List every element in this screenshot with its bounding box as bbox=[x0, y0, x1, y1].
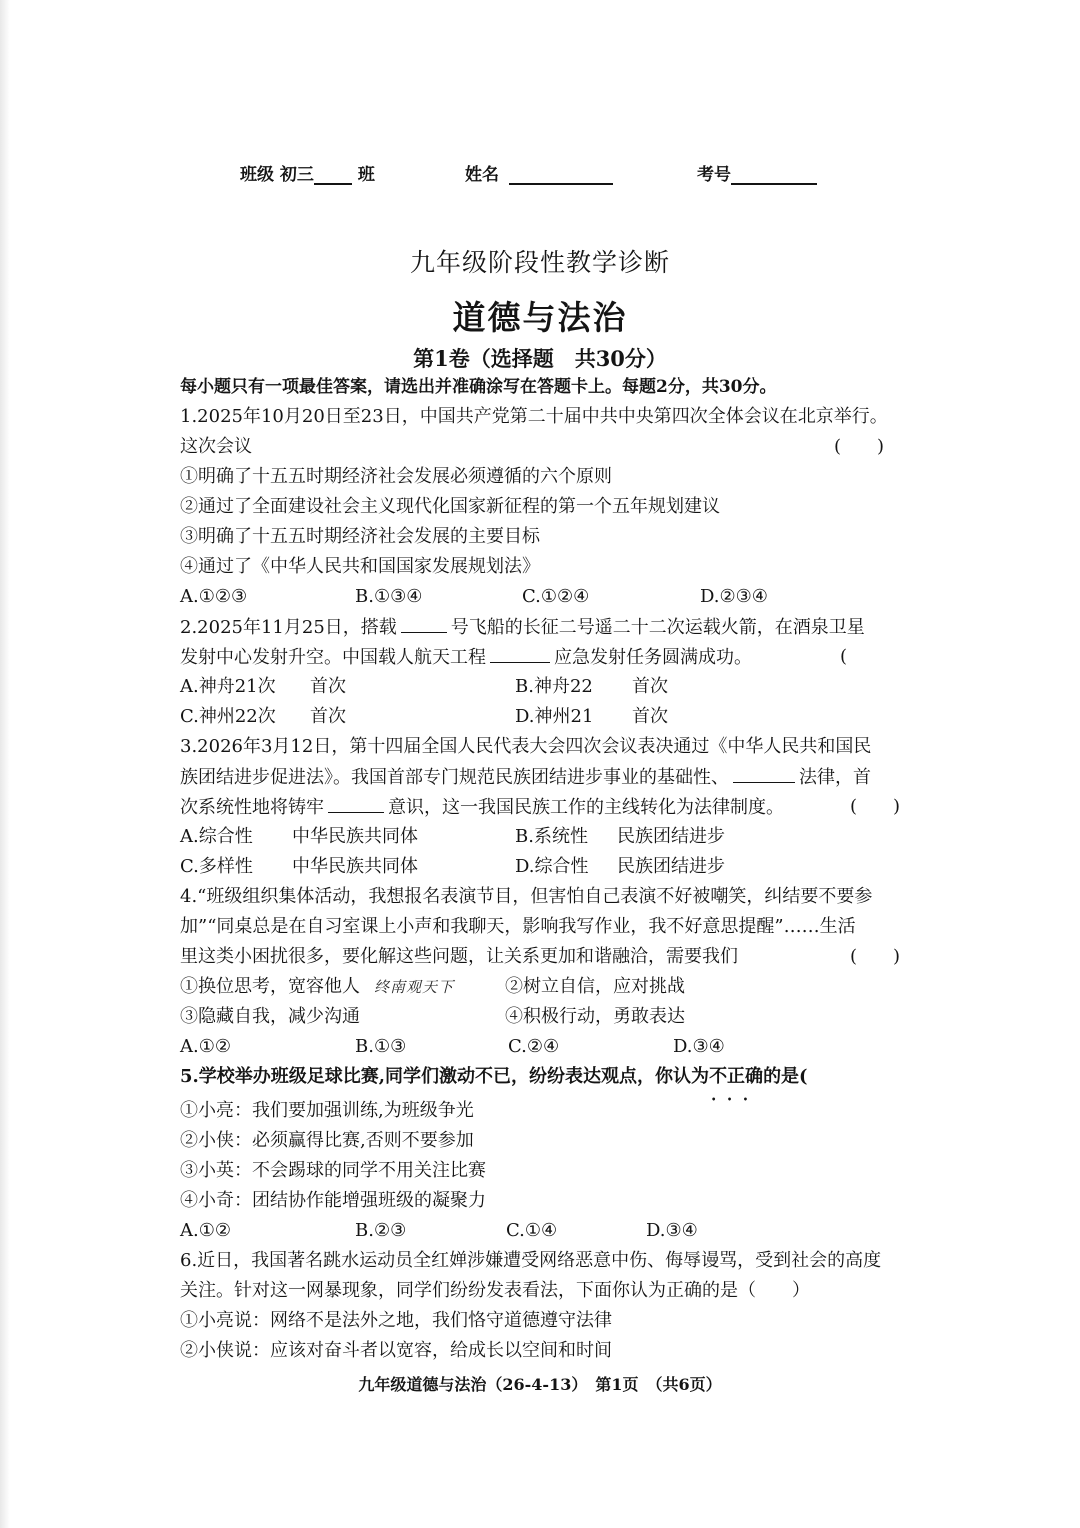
q3-blank-1 bbox=[733, 764, 795, 783]
q5-item: ②小侠：必须赢得比赛,否则不要参加 bbox=[180, 1130, 474, 1151]
q3-option-b: B.系统性 民族团结进步 bbox=[515, 826, 725, 847]
scan-edge-shadow bbox=[0, 0, 10, 1528]
q4-item: ④积极行动，勇敢表达 bbox=[505, 1006, 685, 1027]
q3-stem-line-2: 族团结进步促进法》。我国首部专门规范民族团结进步事业的基础性、 法律，首 bbox=[180, 764, 871, 791]
exam-number-blank bbox=[731, 165, 817, 185]
q4-stem-line-2: 加”“同桌总是在自习室课上小声和我聊天，影响我写作业，我不好意思提醒”……生活 bbox=[180, 916, 856, 937]
q3-answer-paren: ( ) bbox=[850, 796, 901, 817]
q4-item: ③隐藏自我，减少沟通 bbox=[180, 1006, 360, 1027]
q4-stem-line-3: 里这类小困扰很多，要化解这些问题，让关系更加和谐融洽，需要我们 bbox=[180, 946, 738, 967]
q3-option-a: A.综合性 中华民族共同体 bbox=[180, 826, 418, 847]
q4-item: ①换位思考，宽容他人 终南观天下 bbox=[180, 976, 455, 997]
q1-stem-line-2: 这次会议 bbox=[180, 436, 252, 457]
q5-option-b: B.②③ bbox=[355, 1220, 407, 1241]
q2-option-d: D.神州21 首次 bbox=[515, 706, 668, 727]
q5-stem: 5.学校举办班级足球比赛,同学们激动不已，纷纷表达观点，你认为不正确 • • •的是( bbox=[180, 1064, 808, 1090]
q2-stem-line-2: 发射中心发射升空。中国载人航天工程 应急发射任务圆满成功。 bbox=[180, 644, 752, 671]
q5-option-c: C.①④ bbox=[506, 1220, 558, 1241]
q4-option-b: B.①③ bbox=[355, 1036, 407, 1057]
q5-item: ①小亮：我们要加强训练,为班级争光 bbox=[180, 1100, 474, 1121]
q2-option-b: B.神舟22 首次 bbox=[515, 676, 668, 697]
q1-item: ③明确了十五五时期经济社会发展的主要目标 bbox=[180, 526, 540, 547]
q1-item: ①明确了十五五时期经济社会发展必须遵循的六个原则 bbox=[180, 466, 612, 487]
q4-option-c: C.②④ bbox=[508, 1036, 560, 1057]
q2-answer-paren: ( bbox=[840, 646, 848, 667]
q4-item: ②树立自信，应对挑战 bbox=[505, 976, 685, 997]
q5-item: ③小英：不会踢球的同学不用关注比赛 bbox=[180, 1160, 486, 1181]
q2-blank-1 bbox=[401, 614, 447, 633]
q6-stem-line-2: 关注。针对这一网暴现象，同学们纷纷发表看法，下面你认为正确的是（ ） bbox=[180, 1280, 810, 1301]
name-blank bbox=[509, 165, 613, 185]
q3-option-c: C.多样性 中华民族共同体 bbox=[180, 856, 418, 877]
q3-stem-line-1: 3.2026年3月12日，第十四届全国人民代表大会四次会议表决通过《中华人民共和国民 bbox=[180, 736, 872, 757]
q1-answer-paren: ( ) bbox=[834, 436, 885, 457]
subject-title: 道德与法治 bbox=[452, 298, 628, 337]
q4-stem-line-1: 4.“班级组织集体活动，我想报名表演节目，但害怕自己表演不好被嘲笑，纠结要不要参 bbox=[180, 886, 873, 907]
student-info-header bbox=[0, 160, 1080, 190]
q1-option-a: A.①②③ bbox=[180, 586, 248, 607]
q3-blank-2 bbox=[328, 794, 384, 813]
page-footer: 九年级道德与法治（26-4-13） 第1页 （共6页） bbox=[358, 1375, 722, 1394]
instructions: 每小题只有一项最佳答案，请选出并准确涂写在答题卡上。每题2分，共30分。 bbox=[180, 377, 777, 397]
q1-option-d: D.②③④ bbox=[700, 586, 768, 607]
q6-item: ①小亮说：网络不是法外之地，我们恪守道德遵守法律 bbox=[180, 1310, 612, 1331]
q3-stem-line-3: 次系统性地将铸牢 意识，这一我国民族工作的主线转化为法律制度。 bbox=[180, 794, 784, 821]
q6-item: ②小侠说：应该对奋斗者以宽容，给成长以空间和时间 bbox=[180, 1340, 612, 1361]
q2-stem-line-1: 2.2025年11月25日，搭载 号飞船的长征二号遥二十二次运载火箭，在酒泉卫星 bbox=[180, 614, 865, 641]
q2-option-c: C.神州22次 首次 bbox=[180, 706, 346, 727]
q2-option-a: A.神舟21次 首次 bbox=[180, 676, 346, 697]
q5-item: ④小奇：团结协作能增强班级的凝聚力 bbox=[180, 1190, 486, 1211]
q1-item: ②通过了全面建设社会主义现代化国家新征程的第一个五年规划建议 bbox=[180, 496, 720, 517]
exam-title: 九年级阶段性教学诊断 bbox=[409, 248, 670, 277]
name-field: 姓名 bbox=[465, 160, 613, 185]
q5-emphasis-not-correct: 不正确 • • • bbox=[709, 1066, 763, 1087]
q4-option-d: D.③④ bbox=[673, 1036, 725, 1057]
q1-item: ④通过了《中华人民共和国国家发展规划法》 bbox=[180, 556, 540, 577]
q1-stem-line-1: 1.2025年10月20日至23日，中国共产党第二十届中共中央第四次全体会议在北京举行。 bbox=[180, 406, 888, 427]
section-title: 第1卷（选择题 共30分） bbox=[413, 346, 667, 371]
class-blank bbox=[314, 165, 352, 185]
q4-answer-paren: ( ) bbox=[850, 946, 901, 967]
exam-number-field: 考号 bbox=[697, 160, 817, 185]
q3-option-d: D.综合性 民族团结进步 bbox=[515, 856, 725, 877]
q6-stem-line-1: 6.近日，我国著名跳水运动员全红婵涉嫌遭受网络恶意中伤、侮辱谩骂，受到社会的高度 bbox=[180, 1250, 882, 1271]
q1-option-b: B.①③④ bbox=[355, 586, 423, 607]
q5-option-a: A.①② bbox=[180, 1220, 231, 1241]
class-field: 班级 初三 班 bbox=[240, 165, 375, 185]
q2-blank-2 bbox=[490, 644, 550, 663]
q1-option-c: C.①②④ bbox=[522, 586, 590, 607]
q5-option-d: D.③④ bbox=[646, 1220, 698, 1241]
q4-option-a: A.①② bbox=[180, 1036, 231, 1057]
handwritten-note: 终南观天下 bbox=[374, 978, 455, 996]
